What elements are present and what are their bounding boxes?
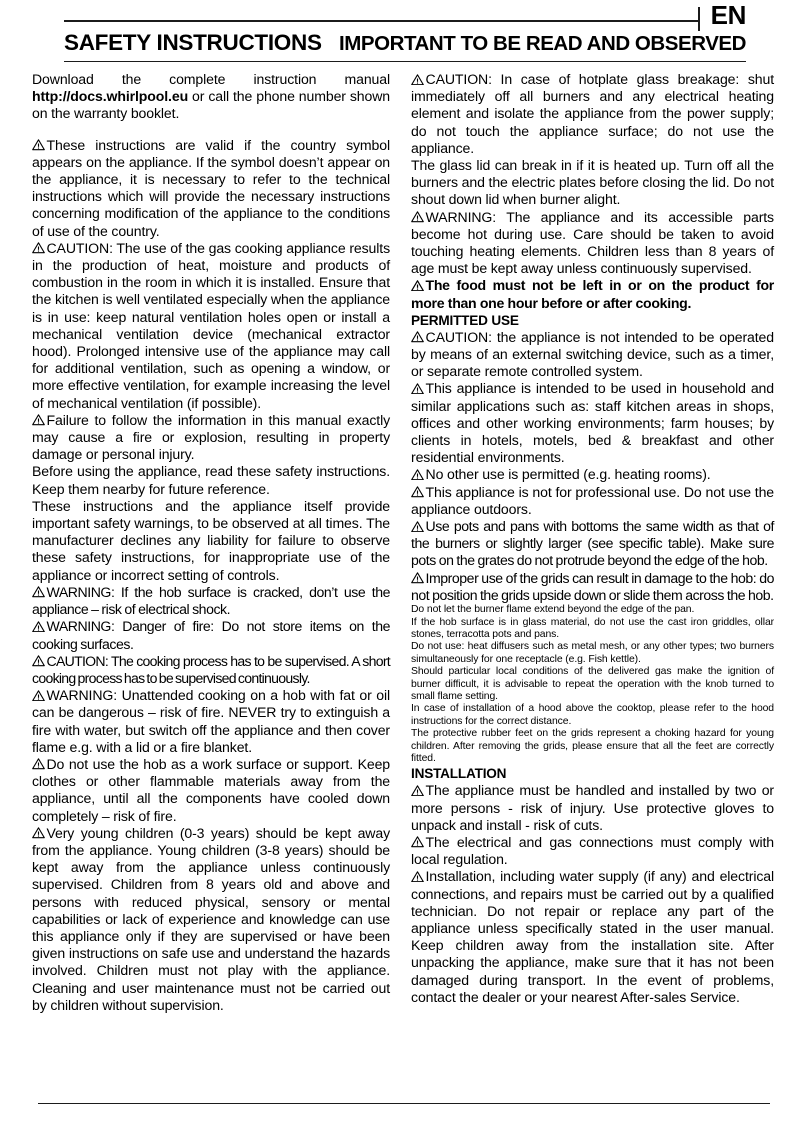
warning-triangle-icon [411, 383, 424, 395]
fine-print-hood-installation-distance: In case of installation of a hood above the cooktop, please refer to the hood instructions for the correct distance. [411, 703, 774, 727]
paragraph-text: WARNING: Danger of fire: Do not store items on the cooking surfaces. [32, 618, 391, 652]
footer-rule [38, 1103, 770, 1104]
paragraph-text: This appliance is intended to be used in household and similar applications such as: staff kitchen areas in shops, offices and other working environments; farm houses; by clients in hotels, motels, bed & breakfast and other residential environments. [411, 380, 774, 466]
paragraph-country-symbol-validity [32, 137, 390, 240]
fine-print-local-gas-ignition: Should particular local conditions of the delivered gas make the ignition of burner difficult, it is advisable to repeat the operation with the knob turned to small flame setting. [411, 666, 774, 702]
document-header [0, 0, 802, 62]
paragraph-text: WARNING: Unattended cooking on a hob with fat or oil can be dangerous – risk of fire. NEVER try to extinguish a fire with water, but switch off the appliance and then cover flame e.g. with a lid or a fire blanket. [32, 687, 391, 755]
paragraph-text: Use pots and pans with bottoms the same width as that of the burners or slightly larger (see specific table). Make sure pots on the grates do not protrude beyond the edge of the hob. [411, 518, 774, 569]
language-code: EN [710, 0, 746, 30]
paragraph-danger-of-fire-storage [32, 618, 390, 652]
paragraph-text: No other use is permitted (e.g. heating rooms). [425, 466, 711, 483]
paragraph-not-professional-use [411, 484, 774, 518]
section-heading-permitted-use: PERMITTED USE [411, 312, 519, 328]
paragraph-before-using [32, 463, 390, 497]
manual-url: http://docs.whirlpool.eu [32, 88, 189, 105]
page-subtitle: IMPORTANT TO BE READ AND OBSERVED [339, 32, 746, 55]
paragraph-hotplate-glass-breakage [411, 71, 774, 157]
paragraph-failure-to-follow [32, 412, 390, 464]
warning-triangle-icon [411, 486, 424, 498]
paragraph-text: The electrical and gas connections must comply with local regulation. [411, 833, 774, 868]
warning-triangle-icon [411, 280, 424, 292]
paragraph-text: The food must not be left in or on the product for more than one hour before or after cooking. [411, 277, 774, 311]
paragraph-external-switching-device [411, 329, 774, 381]
paragraph-text: These instructions are valid if the country symbol appears on the appliance. If the symbol doesn’t appear on the appliance, it is necessary to refer to the technical instructions which will provide the necessary instructions concerning modification of the appliance to the conditions of use of the country. [32, 136, 391, 239]
paragraph-pots-and-pans-size [411, 518, 774, 570]
paragraph-text: Improper use of the grids can result in damage to the hob: do not position the grids upside down or slide them across the hob. [411, 569, 774, 603]
left-column [32, 71, 390, 1014]
paragraph-unattended-cooking-fat-oil [32, 687, 390, 756]
paragraph-improper-use-of-grids [411, 570, 774, 604]
paragraph-accessible-parts-hot [411, 209, 774, 278]
warning-triangle-icon [32, 621, 45, 633]
warning-triangle-icon [411, 74, 424, 86]
right-column [411, 71, 774, 1014]
header-rule-row [32, 0, 774, 30]
fine-print-burner-flame-edge: Do not let the burner flame extend beyond the edge of the pan. [411, 604, 695, 616]
warning-triangle-icon [411, 211, 424, 223]
paragraph-text: These instructions and the appliance itself provide important safety warnings, to be observed at all times. The manufacturer declines any liability for failure to observe these safety instructions, for inappropriate use of the appliance or incorrect setting of controls. [32, 497, 391, 583]
paragraph-text: CAUTION: the appliance is not intended to be operated by means of an external switching device, such as a timer, or separate remote controlled system. [411, 328, 774, 380]
paragraph-text: Very young children (0-3 years) should be kept away from the appliance. Young children (3-8 years) should be kept away from the appliance unless continuously supervised. Children from 8 years old and above and persons with reduced physical, sensory or mental capabilities or lack of experience and knowledge can use this appliance only if they are supervised or have been given instructions on safe use and understand the hazards involved. Children must not play with the appliance. Cleaning and user maintenance must not be carried out by children without supervision. [32, 824, 391, 1013]
warning-triangle-icon [411, 785, 424, 797]
paragraph-text: CAUTION: In case of hotplate glass breakage: shut immediately off all burners and any electrical heating element and isolate the appliance from the power supply; do not touch the appliance surface; do not use the appliance. [411, 71, 774, 156]
header-titles [32, 26, 774, 56]
download-manual-pre: Download the complete instruction manual [32, 71, 391, 87]
header-horizontal-rule [64, 20, 698, 22]
paragraph-glass-lid-heat [411, 157, 774, 209]
two-column-body [0, 62, 802, 1014]
paragraph-text: This appliance is not for professional use. Do not use the appliance outdoors. [411, 483, 774, 517]
warning-triangle-icon [411, 572, 424, 584]
paragraph-text: WARNING: If the hob surface is cracked, don’t use the appliance – risk of electrical shock. [32, 583, 391, 618]
fine-print-no-heat-diffusers: Do not use: heat diffusers such as metal mesh, or any other types; two burners simultaneously for one receptacle (e.g. Fish kettle). [411, 641, 774, 665]
paragraph-text: CAUTION: The use of the gas cooking appliance results in the production of heat, moisture and products of combustion in the room in which it is installed. Ensure that the kitchen is well ventilated especially when the appliance is in use: keep natural ventilation holes open or install a mechanical ventilation device (mechanical extractor hood). Prolonged intensive use of the appliance may call for additional ventilation, such as opening a window, or more effective ventilation, for example increasing the level of mechanical ventilation (if possible). [32, 239, 391, 411]
paragraph-text: Failure to follow the information in this manual exactly may cause a fire or explosion, resulting in property damage or personal injury. [32, 411, 391, 463]
section-heading-installation: INSTALLATION [411, 766, 507, 782]
paragraph-text: WARNING: The appliance and its accessible parts become hot during use. Care should be taken to avoid touching heating elements. Children less than 8 years of age must be kept away unless continuously supervised. [411, 208, 774, 277]
paragraph-spacer [32, 123, 390, 137]
header-underline [64, 61, 746, 62]
paragraph-cracked-hob-surface [32, 584, 390, 618]
paragraph-cooking-process-supervised [32, 653, 390, 687]
warning-triangle-icon [32, 758, 45, 770]
paragraph-text: CAUTION: The cooking process has to be supervised. A short cooking process has to be supervised continuously. [32, 652, 391, 686]
warning-triangle-icon [32, 242, 45, 254]
warning-triangle-icon [411, 871, 424, 883]
paragraph-text: Before using the appliance, read these safety instructions. Keep them nearby for future reference. [32, 463, 391, 497]
paragraph-text: The appliance must be handled and installed by two or more persons - risk of injury. Use protective gloves to unpack and install - risk of cuts. [411, 782, 774, 833]
fine-print-glass-hob-cast-iron: If the hob surface is in glass material, do not use the cast iron griddles, ollar stones, terracotta pots and pans. [411, 616, 774, 640]
paragraph-no-other-use [411, 466, 774, 483]
paragraph-text: Do not use the hob as a work surface or support. Keep clothes or other flammable materials away from the appliance, until all the components have cooled down completely – risk of fire. [32, 755, 391, 824]
paragraph-household-and-similar-use [411, 380, 774, 466]
warning-triangle-icon [32, 655, 45, 667]
header-vertical-tick [698, 7, 700, 31]
warning-triangle-icon [411, 836, 424, 848]
paragraph-electrical-gas-connections [411, 834, 774, 868]
download-manual-post: or call the phone number shown on the warranty booklet. [32, 88, 391, 122]
warning-triangle-icon [32, 586, 45, 598]
warning-triangle-icon [32, 690, 45, 702]
paragraph-qualified-technician [411, 868, 774, 1006]
page-title: SAFETY INSTRUCTIONS [64, 30, 322, 55]
fine-print-rubber-feet-choking: The protective rubber feet on the grids represent a choking hazard for young children. After removing the grids, please ensure that all the feet are correctly fitted. [411, 728, 774, 764]
paragraph-handled-by-two-persons [411, 782, 774, 834]
warning-triangle-icon [411, 469, 424, 481]
paragraph-gas-cooking-ventilation [32, 240, 390, 412]
warning-triangle-icon [32, 827, 45, 839]
paragraph-text: The glass lid can break in if it is heated up. Turn off all the burners and the electric plates before closing the lid. Do not shout down lid when burner alight. [411, 157, 774, 208]
paragraph-download-manual [32, 71, 390, 123]
paragraph-children-safety [32, 825, 390, 1014]
paragraph-safety-warnings-observed [32, 498, 390, 584]
paragraph-hob-not-work-surface [32, 756, 390, 825]
warning-triangle-icon [411, 331, 424, 343]
warning-triangle-icon [32, 414, 45, 426]
paragraph-text: Installation, including water supply (if any) and electrical connections, and repairs must be carried out by a qualified technician. Do not repair or replace any part of the appliance unless specifically stated in the user manual. Keep children away from the installation site. After unpacking the appliance, make sure that it has not been damaged during transport. In the event of problems, contact the dealer or your nearest After-sales Service. [411, 868, 774, 1005]
warning-triangle-icon [32, 139, 45, 151]
paragraph-food-left-on-product [411, 277, 774, 311]
warning-triangle-icon [411, 521, 424, 533]
